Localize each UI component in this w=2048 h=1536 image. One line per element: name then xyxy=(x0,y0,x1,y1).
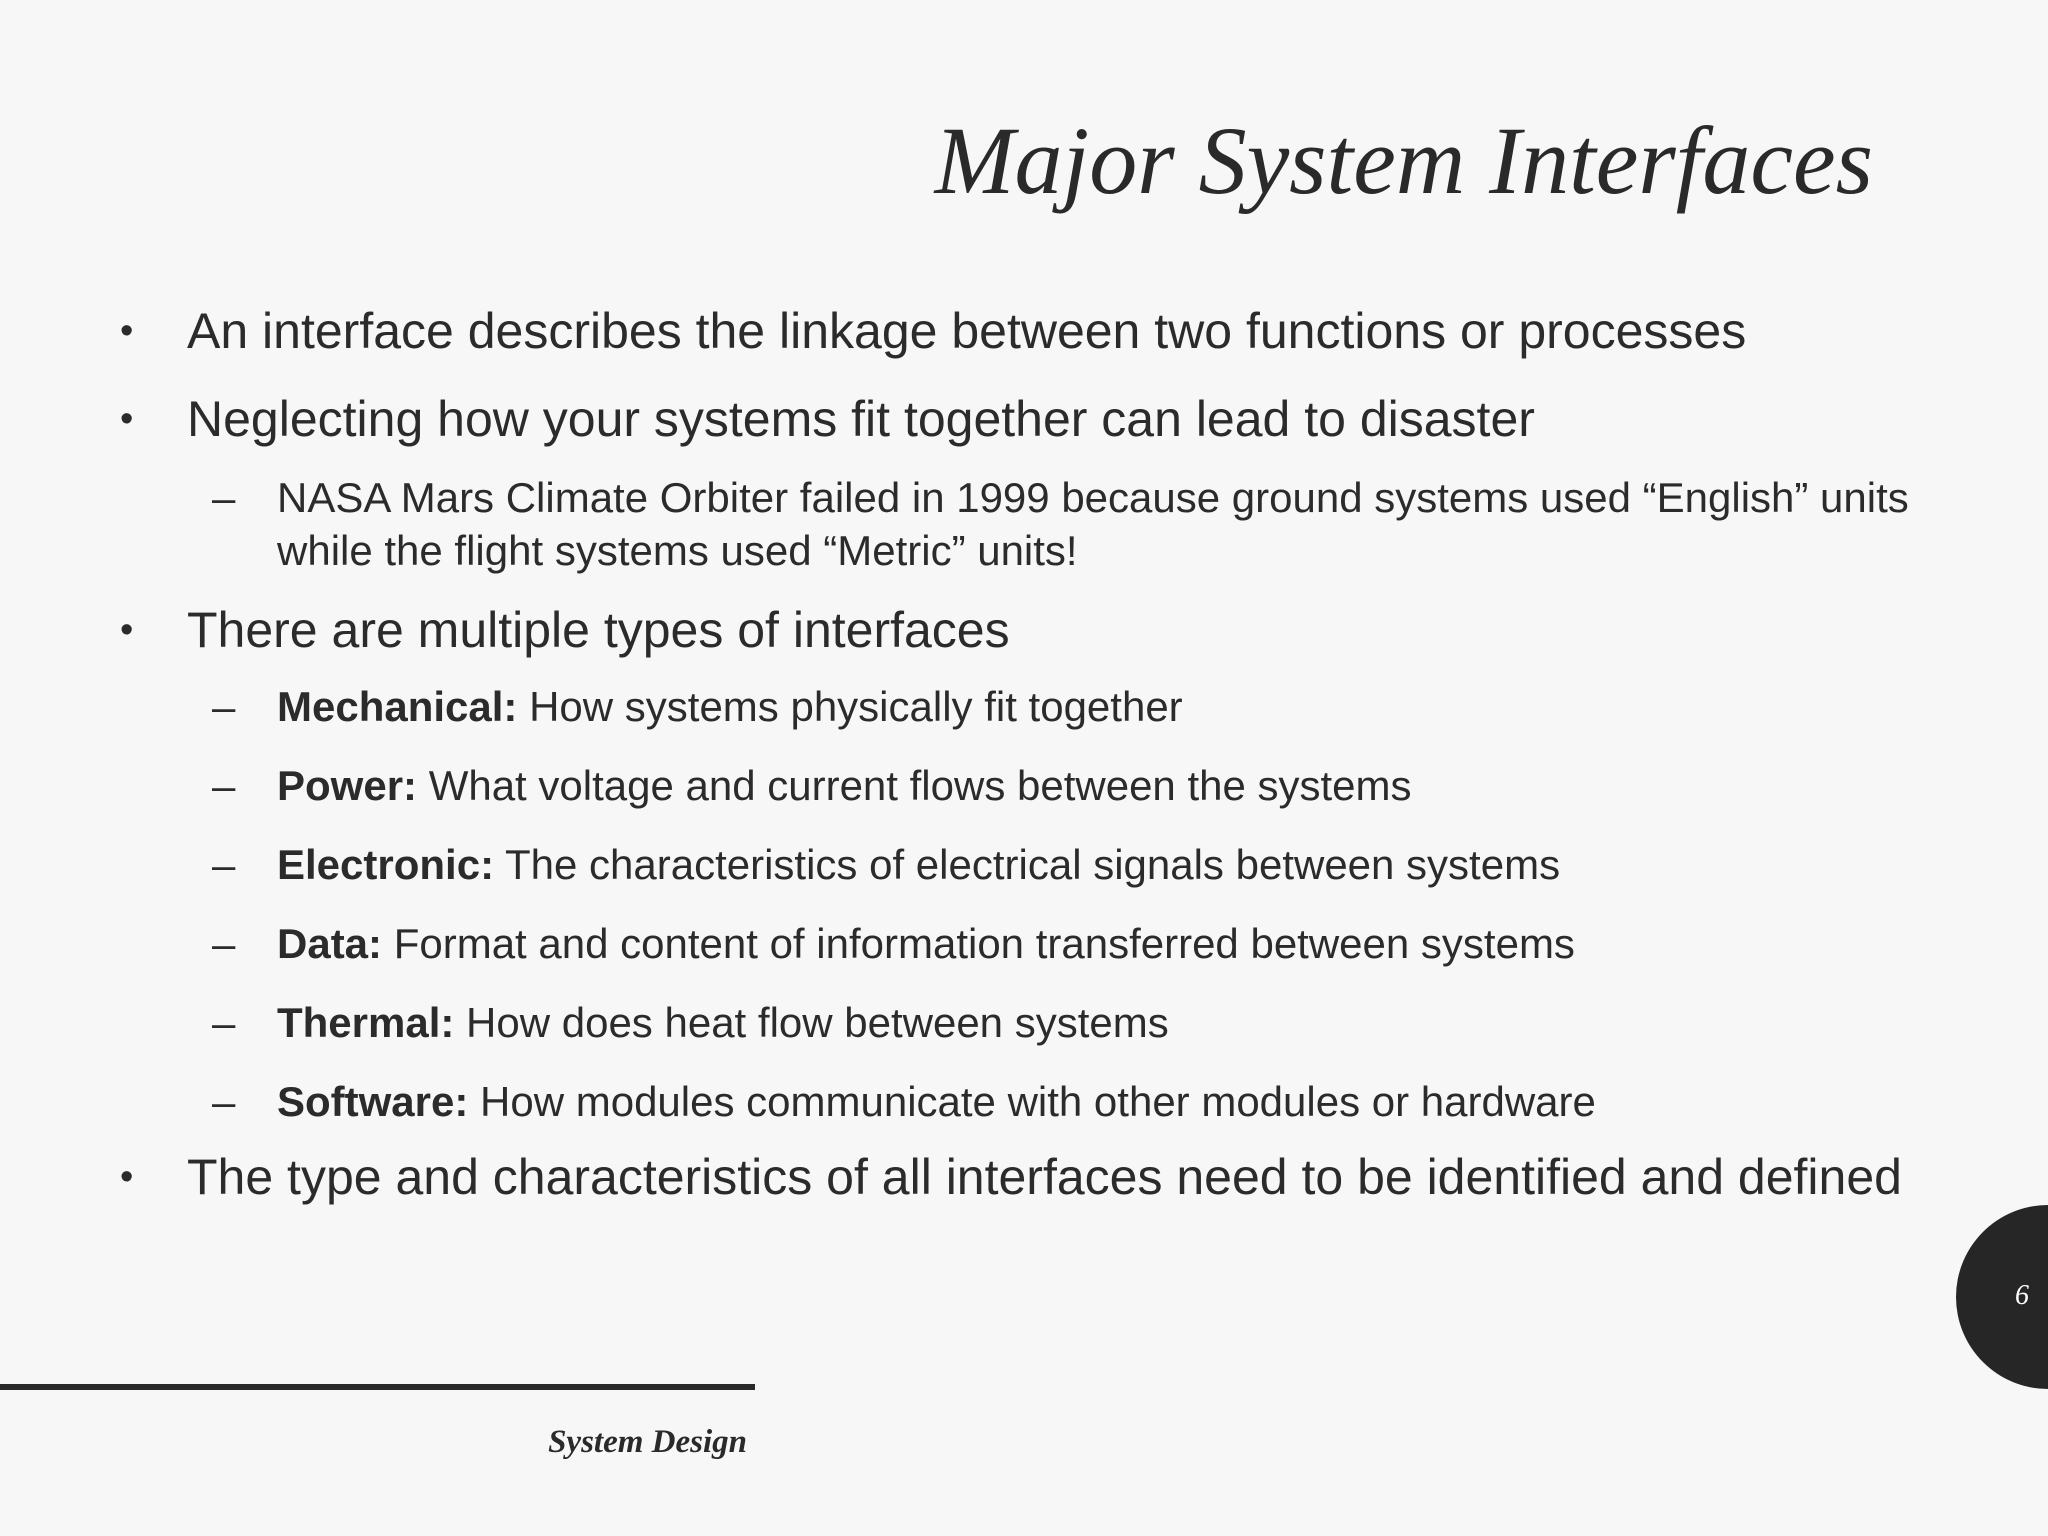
interface-type-label: Mechanical: xyxy=(277,683,518,730)
interface-type-label: Thermal: xyxy=(277,999,455,1046)
interface-type-description: How modules communicate with other modules or hardware xyxy=(480,1078,1596,1125)
sub-item-nasa xyxy=(120,471,1920,577)
footer-section-title: System Design xyxy=(548,1424,747,1460)
footer-divider xyxy=(0,1384,755,1390)
interface-type-label: Electronic: xyxy=(277,841,495,888)
dash-marker: – xyxy=(212,474,236,521)
interface-type-description: How systems physically fit together xyxy=(529,683,1183,730)
interface-type-label: Software: xyxy=(277,1078,469,1125)
bullet-item xyxy=(120,1146,1920,1209)
sub-item-interface-type xyxy=(120,917,1920,970)
sub-item-interface-type xyxy=(120,680,1920,733)
page-number: 6 xyxy=(2015,1280,2029,1311)
bullet-text: An interface describes the linkage between two functions or processes xyxy=(187,303,1747,359)
bullet-marker: • xyxy=(120,609,134,651)
interface-type-description: What voltage and current flows between the systems xyxy=(428,762,1412,809)
bullet-item xyxy=(120,300,1920,363)
bullet-text: There are multiple types of interfaces xyxy=(187,602,1010,658)
dash-marker: – xyxy=(212,762,236,809)
page-number-badge xyxy=(1956,1205,2048,1389)
dash-marker: – xyxy=(212,841,236,888)
bullet-marker: • xyxy=(120,398,134,440)
sub-item-text: NASA Mars Climate Orbiter failed in 1999 because ground systems used “English” units while the flight systems used “Metric” units! xyxy=(277,474,1909,574)
bullet-item xyxy=(120,388,1920,451)
dash-marker: – xyxy=(212,920,236,967)
interface-type-description: Format and content of information transferred between systems xyxy=(393,920,1575,967)
dash-marker: – xyxy=(212,1078,236,1125)
dash-marker: – xyxy=(212,999,236,1046)
bullet-marker: • xyxy=(120,310,134,352)
slide-title: Major System Interfaces xyxy=(934,107,1873,214)
interface-type-description: How does heat flow between systems xyxy=(466,999,1169,1046)
dash-marker: – xyxy=(212,683,236,730)
slide-content xyxy=(120,300,1920,1209)
sub-item-interface-type xyxy=(120,838,1920,891)
interface-type-label: Power: xyxy=(277,762,418,809)
interface-type-description: The characteristics of electrical signals between systems xyxy=(504,841,1561,888)
sub-item-interface-type xyxy=(120,759,1920,812)
interface-type-label: Data: xyxy=(277,920,383,967)
sub-item-interface-type xyxy=(120,996,1920,1049)
bullet-text: Neglecting how your systems fit together can lead to disaster xyxy=(187,391,1535,447)
bullet-marker: • xyxy=(120,1156,134,1198)
bullet-text: The type and characteristics of all interfaces need to be identified and defined xyxy=(187,1149,1902,1205)
sub-item-interface-type xyxy=(120,1075,1920,1128)
bullet-item xyxy=(120,599,1920,662)
